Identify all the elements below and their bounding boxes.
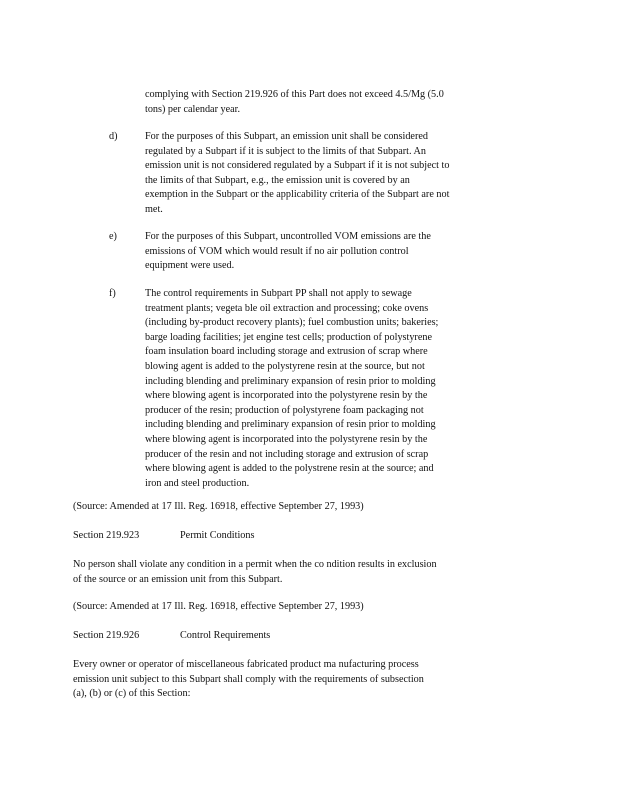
text-line: including blending and preliminary expansion of resin prior to molding	[145, 375, 436, 387]
text-line: including blending and preliminary expansion of resin prior to molding	[145, 419, 436, 431]
text-line: blowing agent is added to the polystyrene resin at the source, but not	[145, 360, 425, 372]
source-note-text: (Source: Amended at 17 Ill. Reg. 16918, effective September 27, 1993)	[73, 501, 364, 512]
item-f-paragraph	[145, 287, 510, 491]
section-number: Section 219.926	[73, 630, 140, 641]
continuation-paragraph	[145, 88, 510, 117]
source-note-text: (Source: Amended at 17 Ill. Reg. 16918, effective September 27, 1993)	[73, 601, 364, 612]
section-number: Section 219.923	[73, 530, 140, 541]
text-line: producer of the resin; production of polystyrene foam packaging not	[145, 404, 424, 416]
text-line: regulated by a Subpart if it is subject to the limits of that Subpart. An	[145, 145, 426, 157]
text-line: tons) per calendar year.	[145, 103, 241, 115]
section-heading-219-923	[73, 529, 503, 544]
text-line: (including by-product recovery plants); fuel combustion units; bakeries;	[145, 317, 439, 329]
section-title: Control Requirements	[180, 630, 271, 641]
text-line: the limits of that Subpart, e.g., the emission unit is covered by an	[145, 174, 410, 186]
item-label-e: e)	[109, 231, 117, 242]
text-line: barge loading facilities; jet engine test cells; production of polystyrene	[145, 331, 432, 343]
section-923-body	[73, 558, 503, 587]
item-d-paragraph	[145, 130, 510, 218]
text-line: where blowing agent is incorporated into the polystyrene resin by the	[145, 433, 428, 445]
item-e-paragraph	[145, 230, 510, 274]
text-line: exemption in the Subpart or the applicability criteria of the Subpart are not	[145, 189, 450, 201]
text-line: where blowing agent is incorporated into the polystyrene resin by the	[145, 390, 428, 402]
text-line: For the purposes of this Subpart, uncontrolled VOM emissions are the	[145, 231, 431, 242]
text-line: The control requirements in Subpart PP shall not apply to sewage	[145, 288, 412, 299]
text-line: emissions of VOM which would result if no air pollution control	[145, 245, 409, 257]
section-926-body	[73, 658, 503, 702]
text-line: For the purposes of this Subpart, an emission unit shall be considered	[145, 131, 428, 142]
source-note	[73, 600, 503, 615]
text-line: (a), (b) or (c) of this Section:	[73, 688, 191, 700]
text-line: producer of the resin and not including storage and extrusion of scrap	[145, 448, 429, 460]
text-line: emission unit is not considered regulated by a Subpart if it is not subject to	[145, 160, 450, 172]
item-label-d: d)	[109, 131, 118, 142]
text-line: complying with Section 219.926 of this Part does not exceed 4.5/Mg (5.0	[145, 89, 444, 100]
text-line: where blowing agent is added to the polystrene resin at the source; and	[145, 463, 434, 475]
text-line: met.	[145, 203, 163, 215]
source-note	[73, 500, 503, 515]
text-line: emission unit subject to this Subpart shall comply with the requirements of subsection	[73, 673, 424, 685]
text-line: treatment plants; vegeta ble oil extraction and processing; coke ovens	[145, 302, 429, 314]
text-line: foam insulation board including storage and extrusion of scrap where	[145, 346, 428, 358]
section-heading-219-926	[73, 629, 503, 644]
text-line: equipment were used.	[145, 260, 235, 272]
text-line: of the source or an emission unit from this Subpart.	[73, 573, 283, 585]
text-line: No person shall violate any condition in a permit when the co ndition results in exclusion	[73, 559, 437, 570]
text-line: iron and steel production.	[145, 477, 250, 489]
item-label-f: f)	[109, 288, 116, 299]
text-line: Every owner or operator of miscellaneous fabricated product ma nufacturing process	[73, 659, 419, 670]
section-title: Permit Conditions	[180, 530, 255, 541]
